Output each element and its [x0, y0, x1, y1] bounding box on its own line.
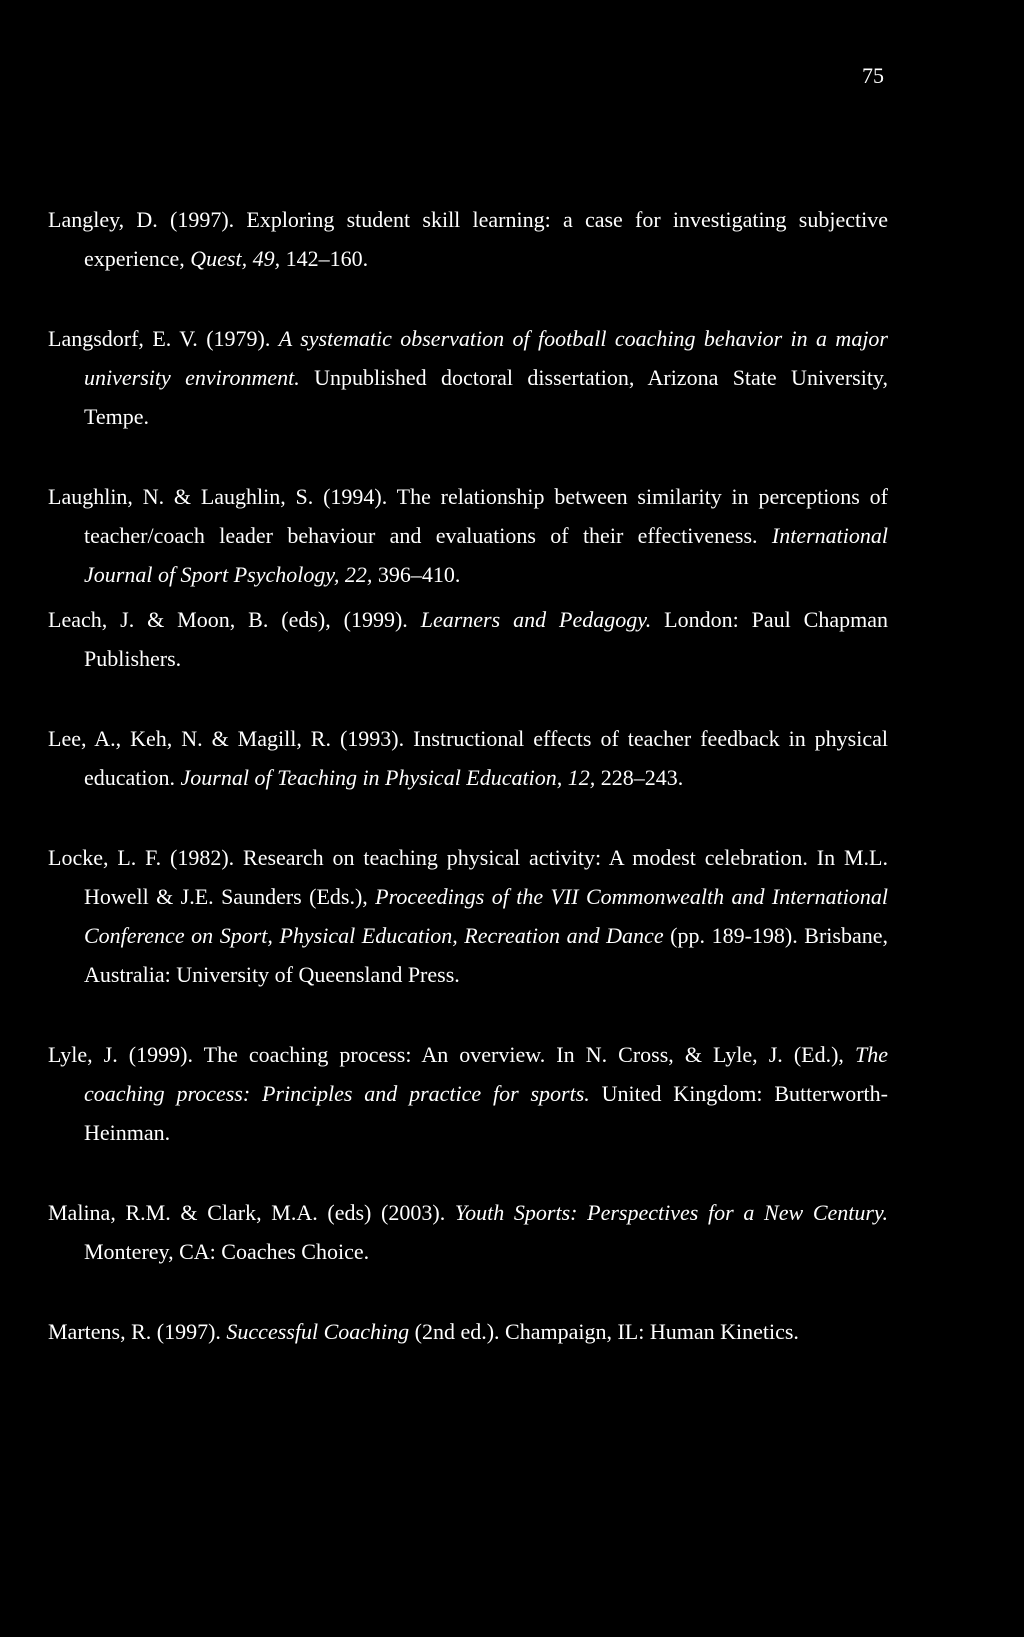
reference-text: Laughlin, N. & Laughlin, S. (1994). The relationship between similarity in perceptions of teacher/coach leader behaviour and evaluations of their effectiveness.	[48, 484, 888, 548]
reference-entry	[48, 319, 888, 436]
reference-italic-text: Journal of Teaching in Physical Education, 12,	[180, 765, 596, 790]
reference-entry	[48, 1193, 888, 1271]
reference-text: Unpublished doctoral dissertation, Arizona State University, Tempe.	[84, 365, 889, 429]
reference-entry	[48, 477, 888, 594]
reference-text: United Kingdom: Butterworth-Heinman.	[84, 1081, 888, 1145]
reference-text: Malina, R.M. & Clark, M.A. (eds) (2003).	[48, 1200, 455, 1225]
reference-text: Lee, A., Keh, N. & Magill, R. (1993). Instructional effects of teacher feedback in physical education.	[48, 726, 888, 790]
reference-text: (2nd ed.). Champaign, IL: Human Kinetics.	[409, 1319, 799, 1344]
reference-text: 396–410.	[372, 562, 461, 587]
reference-italic-text: Successful Coaching	[226, 1319, 410, 1344]
reference-text: Locke, L. F. (1982). Research on teaching physical activity: A modest celebration. In M.L. Howell & J.E. Saunders (Eds.),	[48, 845, 888, 909]
reference-text: 142–160.	[280, 246, 369, 271]
reference-entry	[48, 719, 888, 797]
reference-italic-text: The coaching process: Principles and practice for sports.	[84, 1042, 888, 1106]
reference-entry	[48, 600, 888, 678]
reference-text: Langsdorf, E. V. (1979).	[48, 326, 279, 351]
reference-entry	[48, 200, 888, 278]
reference-text: Leach, J. & Moon, B. (eds), (1999).	[48, 607, 421, 632]
reference-text: Langley, D. (1997). Exploring student skill learning: a case for investigating subjective experience,	[48, 207, 888, 271]
reference-text: Monterey, CA: Coaches Choice.	[84, 1239, 370, 1264]
reference-text: London: Paul Chapman Publishers.	[84, 607, 889, 671]
reference-italic-text: Proceedings of the VII Commonwealth and International Conference on Sport, Physical Education, Recreation and Dance	[84, 884, 888, 948]
reference-entry	[48, 838, 888, 994]
reference-text: Martens, R. (1997).	[48, 1319, 227, 1344]
reference-italic-text: International Journal of Sport Psychology, 22,	[84, 523, 888, 587]
reference-text: Lyle, J. (1999). The coaching process: An overview. In N. Cross, & Lyle, J. (Ed.),	[48, 1042, 855, 1067]
reference-italic-text: Youth Sports: Perspectives for a New Century.	[454, 1200, 888, 1225]
reference-italic-text: Quest, 49,	[190, 246, 281, 271]
reference-italic-text: Learners and Pedagogy.	[420, 607, 652, 632]
reference-text: 228–243.	[595, 765, 684, 790]
reference-text: (pp. 189-198). Brisbane, Australia: University of Queensland Press.	[84, 923, 888, 987]
reference-italic-text: A systematic observation of football coaching behavior in a major university environment.	[84, 326, 888, 390]
reference-entry	[48, 1312, 888, 1351]
reference-entry	[48, 1035, 888, 1152]
page-number: 75	[862, 63, 884, 88]
reference-list	[48, 200, 888, 1392]
